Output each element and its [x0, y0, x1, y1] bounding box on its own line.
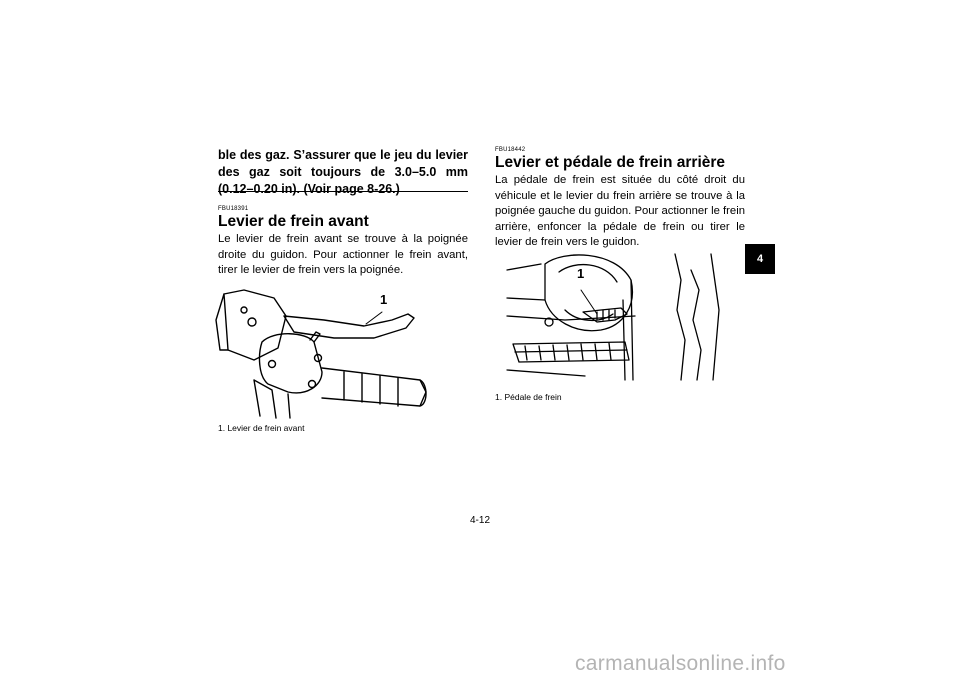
section-body: La pédale de frein est située du côté droit du véhicule et le levier du frein arrière se trouve à la poignée gauche du guidon. Pour actionner le frein arrière, enfoncer la pédale de frein ou tirer le levier de frein vers le guidon. — [495, 174, 745, 248]
rear-brake-pedal-illustration — [505, 250, 735, 385]
section-code: FBU18442 — [495, 147, 526, 153]
section-body: Le levier de frein avant se trouve à la poignée droite du guidon. Pour actionner le frein avant, tirer le levier de frein vers la poignée. — [218, 233, 468, 276]
warning-rule — [218, 191, 468, 192]
section-code: FBU18391 — [218, 206, 249, 212]
watermark[interactable]: carmanualsonline.info — [575, 652, 786, 675]
figure-caption: 1. Levier de frein avant — [218, 423, 305, 433]
figure-callout-1: 1 — [577, 266, 585, 281]
figure-callout-1: 1 — [380, 292, 388, 307]
section-heading: Levier et pédale de frein arrière — [495, 154, 726, 171]
page-number: 4-12 — [469, 515, 490, 526]
figure-caption: 1. Pédale de frein — [495, 392, 562, 402]
warning-continuation-text: ble des gaz. S’assurer que le jeu du levier des gaz soit toujours de 3.0–5.0 mm (0.12–0.20 in). (Voir page 8-26.) — [218, 148, 468, 196]
section-heading: Levier de frein avant — [218, 213, 369, 230]
front-brake-lever-illustration — [214, 280, 454, 420]
chapter-tab: 4 — [745, 244, 775, 274]
